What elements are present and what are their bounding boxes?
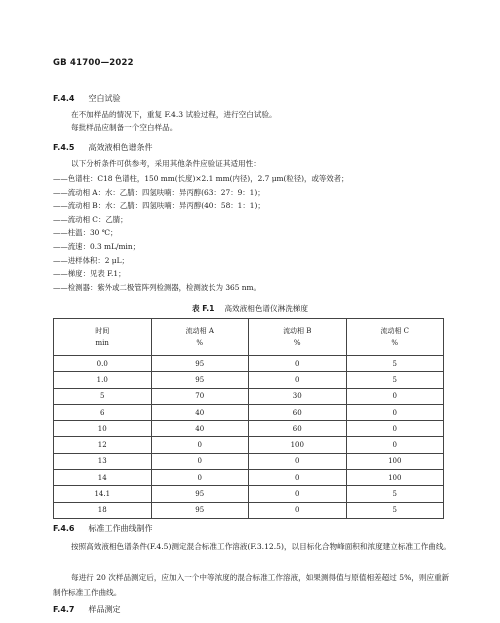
table-cell: 100 [249,437,347,453]
table-caption [0,303,500,314]
table-cell: 14 [54,470,152,486]
section-f46-heading [53,523,153,534]
f44-line-2: 每批样品应制备一个空白样品。 [71,123,178,132]
table-row [54,421,444,437]
section-title: 高效液相色谱条件 [88,143,153,152]
table-cell: 100 [346,470,444,486]
header-unit: % [196,339,204,347]
table-cell: 95 [151,502,249,518]
header-phase-a [151,319,249,356]
table-cell: 10 [54,421,152,437]
table-cell: 70 [151,388,249,404]
table-cell: 5 [346,372,444,388]
table-row [54,486,444,502]
list-item: ——流动相 A：水：乙腈：四氢呋喃：异丙醇(63：27：9：1)； [53,187,265,197]
table-cell: 95 [151,356,249,372]
section-number: F.4.5 [53,143,75,152]
section-title: 空白试验 [88,94,121,103]
table-cell: 5 [346,356,444,372]
table-cell: 0 [151,437,249,453]
header-label: 时间 [95,327,110,335]
section-number: F.4.4 [53,94,75,103]
table-cell: 1.0 [54,372,152,388]
header-label: 流动相 A [185,327,214,335]
section-f47-heading [53,604,121,615]
table-header-row [54,319,444,356]
section-number: F.4.7 [53,605,75,614]
list-item: ——进样体积：2 μL； [53,255,129,265]
section-f44-heading [53,93,121,104]
table-cell: 6 [54,404,152,420]
table-cell: 0 [346,437,444,453]
header-phase-b [249,319,347,356]
header-phase-c [346,319,444,356]
table-cell: 13 [54,453,152,469]
table-cell: 14.1 [54,486,152,502]
table-cell: 60 [249,404,347,420]
table-cell: 0 [346,421,444,437]
table-cell: 95 [151,486,249,502]
standard-number: GB 41700—2022 [53,58,134,68]
section-f45-heading [53,142,153,153]
header-label: 流动相 C [380,327,410,335]
section-number: F.4.6 [53,524,75,533]
table-row [54,502,444,518]
table-cell: 60 [249,421,347,437]
table-cell: 0 [249,372,347,388]
header-unit: % [293,339,301,347]
list-item: ——色谱柱：C18 色谱柱，150 mm(长度)×2.1 mm(内径)，2.7 μm(粒径)，或等效者； [53,174,349,183]
f44-line-1: 在不加样品的情况下，重复 F.4.3 试验过程，进行空白试验。 [71,110,277,119]
table-cell: 0 [249,453,347,469]
table-cell: 0.0 [54,356,152,372]
list-item: ——检测器：紫外或二极管阵列检测器，检测波长为 365 nm。 [53,282,261,292]
table-title: 高效液相色谱仪淋洗梯度 [224,304,308,313]
table-cell: 100 [346,453,444,469]
table-cell: 0 [151,470,249,486]
list-item: ——流动相 C：乙腈； [53,214,128,224]
table-cell: 12 [54,437,152,453]
header-unit: min [95,339,109,347]
section-title: 标准工作曲线制作 [88,524,153,533]
f46-paragraph-2: 每进行 20 次样品测定后，应加入一个中等浓度的混合标准工作溶液，如果测得值与原值相差超过 5%，则应重新制作标准工作曲线。 [53,573,450,597]
table-cell: 0 [249,502,347,518]
table-cell: 0 [249,486,347,502]
table-cell: 18 [54,502,152,518]
table-row [54,388,444,404]
table-cell: 95 [151,372,249,388]
list-item: ——流动相 B：水：乙腈：四氢呋喃：异丙醇(40：58：1：1)； [53,201,265,211]
table-cell: 0 [151,453,249,469]
table-row [54,437,444,453]
f45-intro: 以下分析条件可供参考，采用其他条件应验证其适用性： [71,159,261,168]
table-cell: 5 [54,388,152,404]
header-unit: % [391,339,399,347]
table-row [54,372,444,388]
table-cell: 5 [346,502,444,518]
list-item: ——柱温：30 ℃； [53,228,118,238]
table-cell: 40 [151,404,249,420]
table-row [54,404,444,420]
hplc-condition-list [53,172,348,294]
table-row [54,356,444,372]
list-item: ——流速：0.3 mL/min； [53,241,140,251]
table-cell: 0 [249,470,347,486]
table-row [54,470,444,486]
gradient-table [53,318,444,519]
table-cell: 30 [249,388,347,404]
header-time [54,319,152,356]
table-cell: 40 [151,421,249,437]
table-row [54,453,444,469]
table-cell: 0 [346,404,444,420]
table-cell: 5 [346,486,444,502]
section-title: 样品测定 [88,605,121,614]
header-label: 流动相 B [283,327,312,335]
table-cell: 0 [346,388,444,404]
table-cell: 0 [249,356,347,372]
table-number: 表 F.1 [191,304,215,313]
list-item: ——梯度：见表 F.1； [53,269,126,279]
f46-paragraph-1: 按照高效液相色谱条件(F.4.5)测定混合标准工作溶液(F.3.12.5)，以目标化合物峰面积和浓度建立标准工作曲线。 [71,542,452,551]
